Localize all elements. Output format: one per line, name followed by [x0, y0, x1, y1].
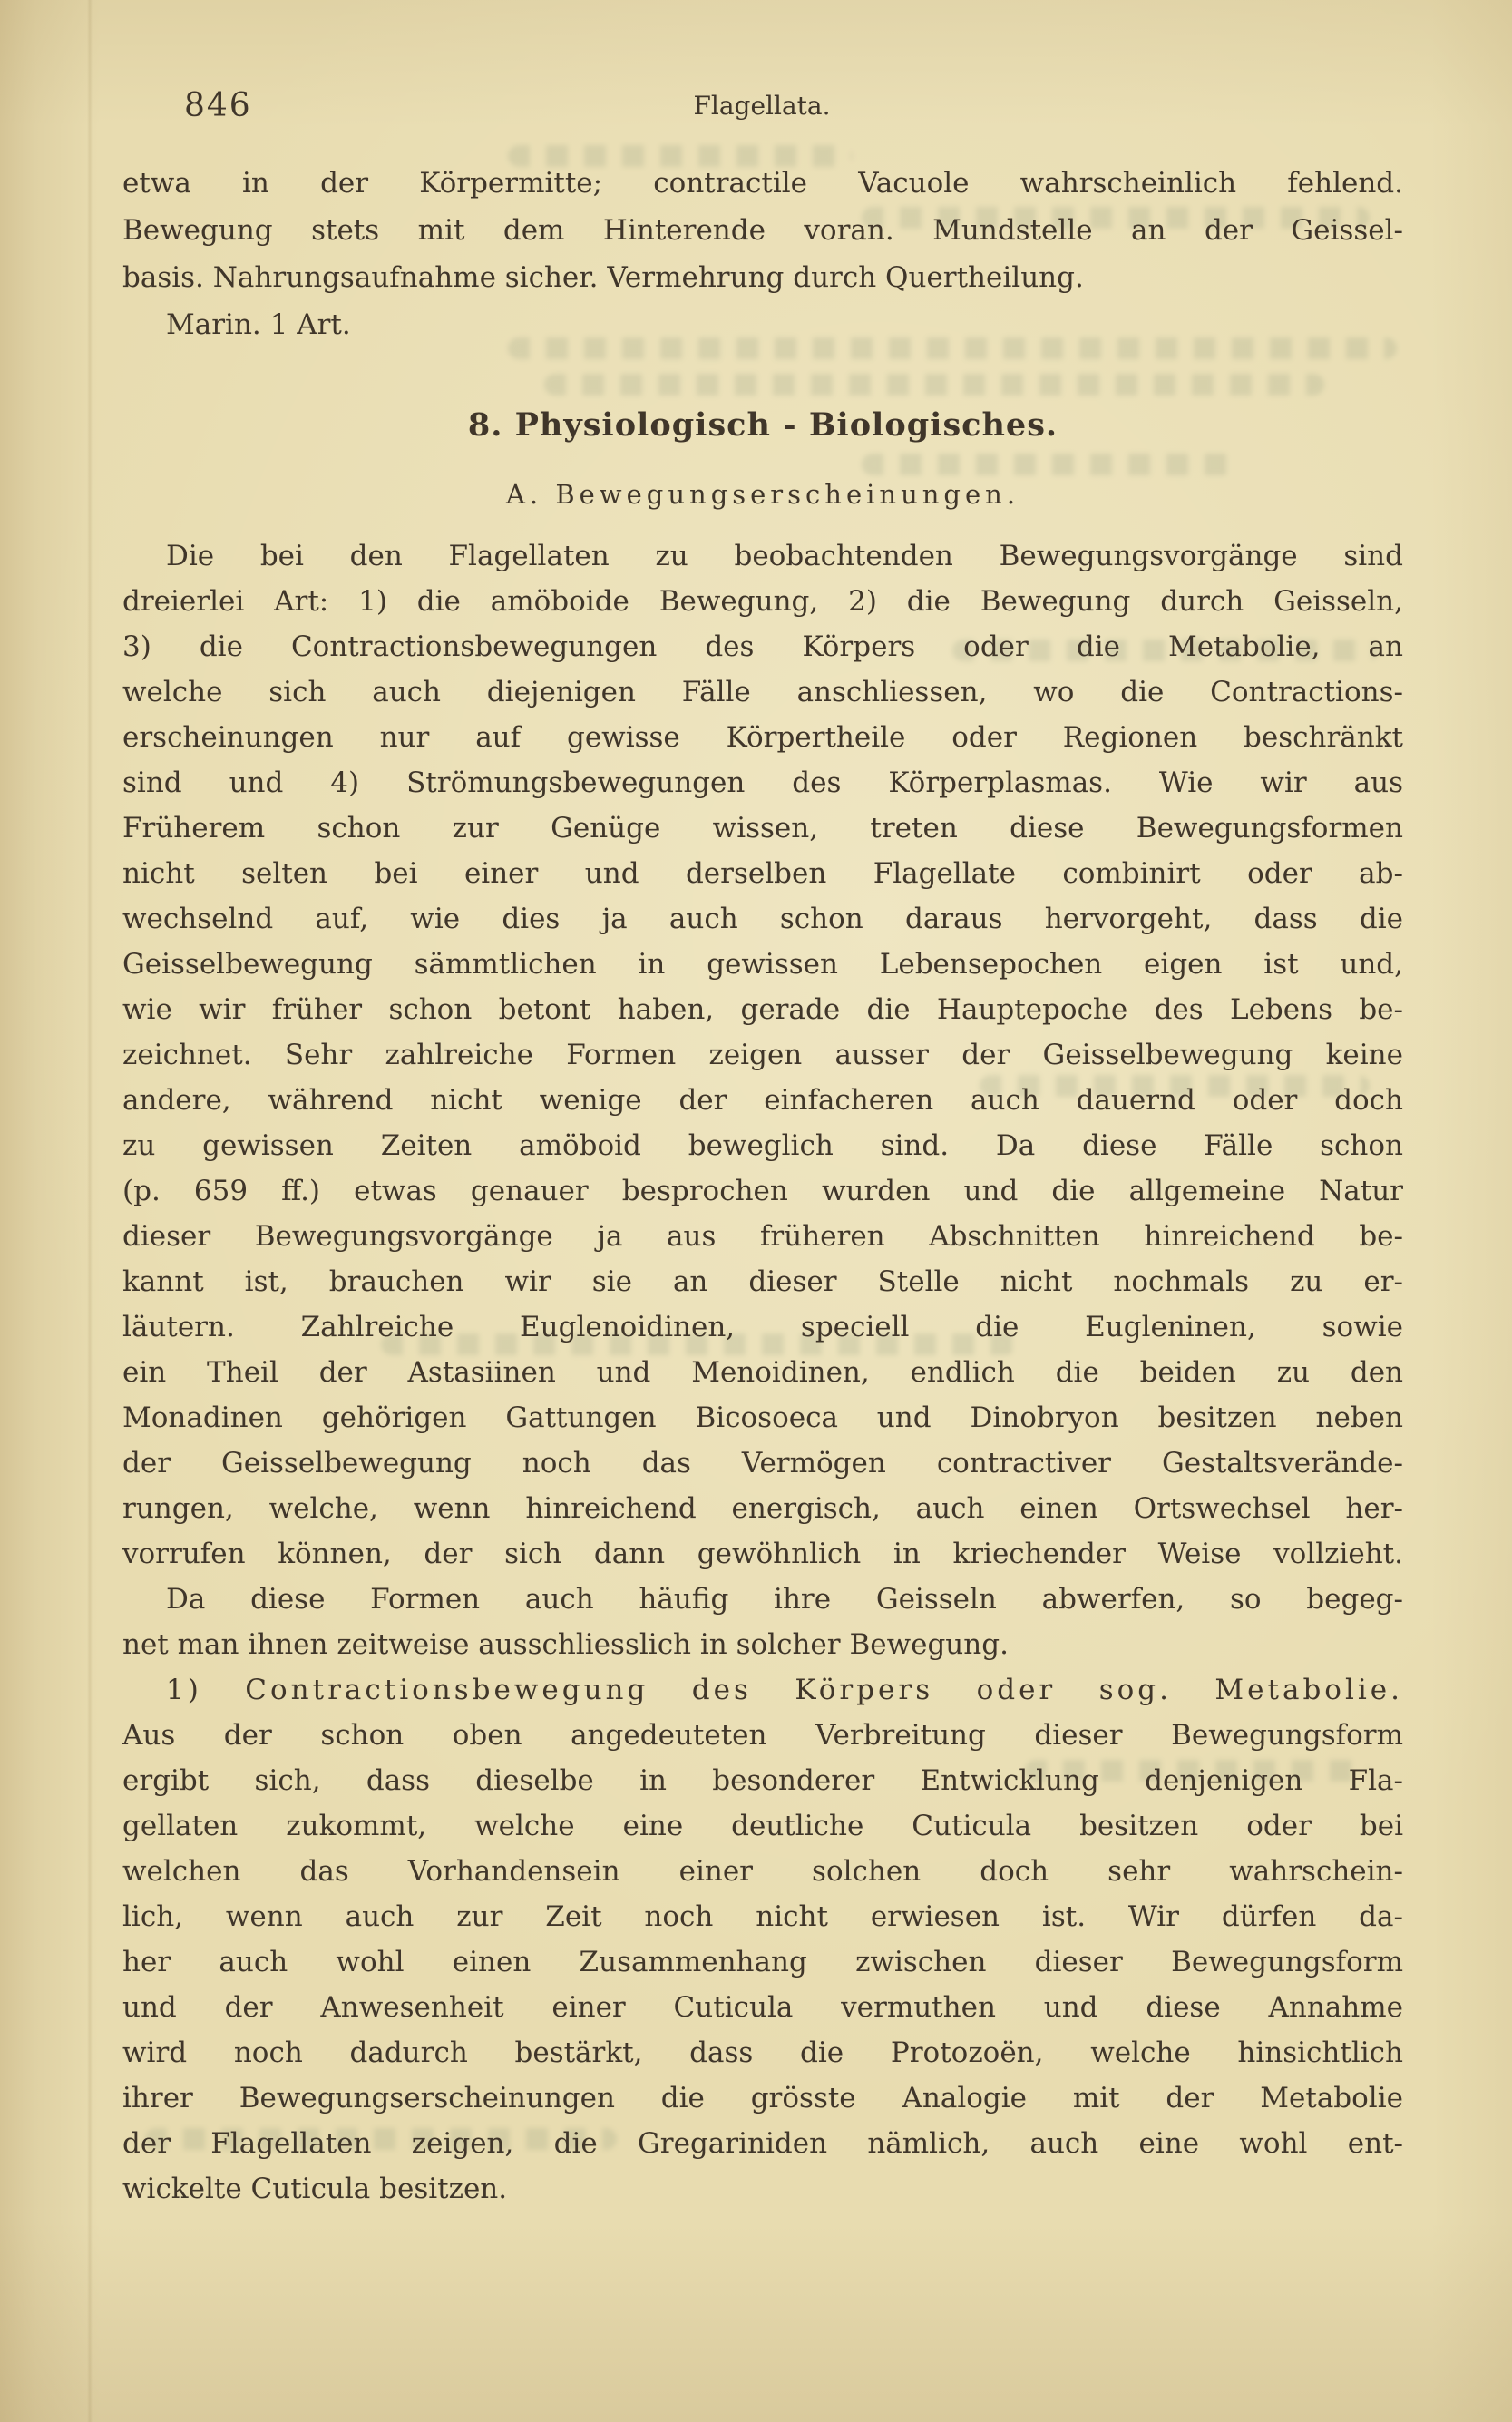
- text-line: der Flagellaten zeigen, die Gregariniden nämlich, auch eine wohl ent-: [122, 2127, 1403, 2160]
- text-line: und der Anwesenheit einer Cuticula vermuthen und diese Annahme: [122, 1991, 1403, 2024]
- text-line: wechselnd auf, wie dies ja auch schon daraus hervorgeht, dass die: [122, 903, 1403, 935]
- text-line: 3) die Contractionsbewegungen des Körpers oder die Metabolie, an: [122, 630, 1403, 663]
- text-line: läutern. Zahlreiche Euglenoidinen, speciell die Eugleninen, sowie: [122, 1311, 1403, 1343]
- text-line: rungen, welche, wenn hinreichend energisch, auch einen Ortswechsel her-: [122, 1492, 1403, 1525]
- text-line: zeichnet. Sehr zahlreiche Formen zeigen ausser der Geisselbewegung keine: [122, 1039, 1403, 1071]
- text-line: lich, wenn auch zur Zeit noch nicht erwiesen ist. Wir dürfen da-: [122, 1900, 1403, 1933]
- text-line: Marin. 1 Art.: [166, 308, 351, 341]
- text-line: ein Theil der Astasiinen und Menoidinen, endlich die beiden zu den: [122, 1356, 1403, 1389]
- running-title: Flagellata.: [693, 91, 831, 121]
- text-line: Monadinen gehörigen Gattungen Bicosoeca und Dinobryon besitzen neben: [122, 1401, 1403, 1434]
- text-line: welchen das Vorhandensein einer solchen doch sehr wahrschein-: [122, 1855, 1403, 1888]
- text-line: etwa in der Körpermitte; contractile Vacuole wahrscheinlich fehlend.: [122, 167, 1403, 200]
- show-through-smudge: [544, 374, 1324, 396]
- text-line: net man ihnen zeitweise ausschliesslich in solcher Bewegung.: [122, 1628, 1009, 1661]
- text-line: (p. 659 ff.) etwas genauer besprochen wurden und die allgemeine Natur: [122, 1175, 1403, 1207]
- page-header: [122, 87, 1401, 131]
- text-line: kannt ist, brauchen wir sie an dieser Stelle nicht nochmals zu er-: [122, 1265, 1403, 1298]
- text-line: ihrer Bewegungserscheinungen die grösste Analogie mit der Metabolie: [122, 2082, 1403, 2114]
- text-line: her auch wohl einen Zusammenhang zwischen dieser Bewegungsform: [122, 1946, 1403, 1978]
- text-line: wird noch dadurch bestärkt, dass die Protozoën, welche hinsichtlich: [122, 2036, 1403, 2069]
- text-line: dreierlei Art: 1) die amöboide Bewegung, 2) die Bewegung durch Geisseln,: [122, 585, 1403, 618]
- text-line: nicht selten bei einer und derselben Flagellate combinirt oder ab-: [122, 857, 1403, 890]
- text-line: Aus der schon oben angedeuteten Verbreitung dieser Bewegungsform: [122, 1719, 1403, 1752]
- text-line: wickelte Cuticula besitzen.: [122, 2173, 508, 2205]
- text-line: Bewegung stets mit dem Hinterende voran. Mundstelle an der Geissel-: [122, 214, 1403, 247]
- text-line: wie wir früher schon betont haben, gerade die Hauptepoche des Lebens be-: [122, 993, 1403, 1026]
- subsection-heading: A. Bewegungserscheinungen.: [505, 479, 1020, 510]
- text-line: Früherem schon zur Genüge wissen, treten diese Bewegungsformen: [122, 812, 1403, 845]
- text-line: vorrufen können, der sich dann gewöhnlich in kriechender Weise vollzieht.: [122, 1538, 1403, 1570]
- text-line: der Geisselbewegung noch das Vermögen contractiver Gestaltsverände-: [122, 1447, 1403, 1480]
- text-line: erscheinungen nur auf gewisse Körpertheile oder Regionen beschränkt: [122, 721, 1403, 754]
- text-line: dieser Bewegungsvorgänge ja aus früheren Abschnitten hinreichend be-: [122, 1220, 1403, 1253]
- text-line: Da diese Formen auch häufig ihre Geisseln abwerfen, so begeg-: [166, 1583, 1403, 1616]
- text-line: Die bei den Flagellaten zu beobachtenden Bewegungsvorgänge sind: [166, 540, 1403, 572]
- run-in-heading: 1) Contractionsbewegung des Körpers oder sog. Metabolie.: [166, 1674, 1403, 1706]
- text-line: zu gewissen Zeiten amöboid beweglich sind. Da diese Fälle schon: [122, 1129, 1403, 1162]
- text-line: sind und 4) Strömungsbewegungen des Körperplasmas. Wie wir aus: [122, 767, 1403, 799]
- body-text: [122, 533, 1403, 2212]
- intro-paragraph: [122, 160, 1403, 348]
- text-line: gellaten zukommt, welche eine deutliche Cuticula besitzen oder bei: [122, 1810, 1403, 1842]
- text-line: welche sich auch diejenigen Fälle anschliessen, wo die Contractions-: [122, 676, 1403, 708]
- text-line: ergibt sich, dass dieselbe in besonderer Entwicklung denjenigen Fla-: [122, 1764, 1403, 1797]
- page-number: 846: [184, 87, 252, 124]
- text-line: basis. Nahrungsaufnahme sicher. Vermehrung durch Quertheilung.: [122, 261, 1084, 294]
- section-heading: 8. Physiologisch - Biologisches.: [467, 406, 1058, 444]
- show-through-smudge: [862, 454, 1243, 475]
- text-line: andere, während nicht wenige der einfacheren auch dauernd oder doch: [122, 1084, 1403, 1117]
- text-line: Geisselbewegung sämmtlichen in gewissen Lebensepochen eigen ist und,: [122, 948, 1403, 981]
